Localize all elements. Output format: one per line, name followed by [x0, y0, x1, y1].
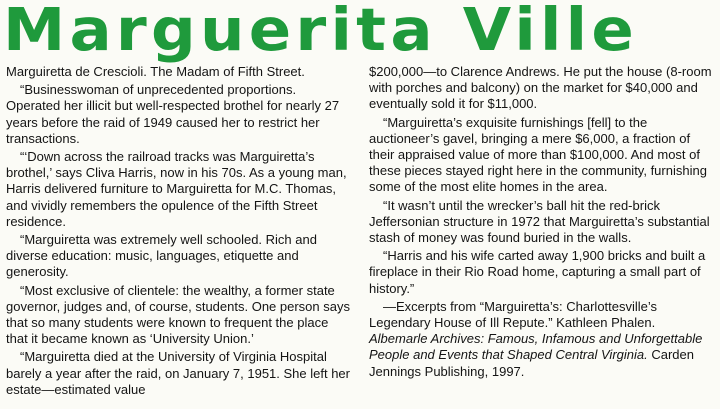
left-column	[6, 64, 352, 398]
paragraph: $200,000—to Clarence Andrews. He put the house (8-room with porches and balcony) on the market for $40,000 and eventually sold it for $11,000.	[369, 64, 712, 112]
citation-source: —Excerpts from “Marguiretta’s: Charlottesville’s Legendary House of Ill Repute.” Kathleen Phalen.	[369, 298, 658, 331]
citation-publisher: Carden Jennings Publishing, 1997.	[369, 347, 694, 379]
paragraph: “Businesswoman of unprecedented proportions. Operated her illicit but well-respected brothel for nearly 27 years before the raid of 1949 caused her to restrict her transactions.	[6, 82, 340, 146]
paragraph: “It wasn’t until the wrecker’s ball hit the red-brick Jeffersonian structure in 1972 that Marguiretta’s substantial stash of money was found buried in the walls.	[369, 197, 710, 246]
paragraph: “Harris and his wife carted away 1,900 bricks and built a fireplace in their Rio Road home, capturing a small part of history.”	[369, 248, 706, 296]
citation	[369, 299, 717, 380]
paragraph: “‘Down across the railroad tracks was Marguiretta’s brothel,’ says Cliva Harris, now in his 70s. As a young man, Harris delivered furniture to Marguiretta for M.C. Thomas, and vividly remembers the opulence of the Fifth Street residence.	[6, 149, 347, 229]
paragraph: “Marguiretta’s exquisite furnishings [fell] to the auctioneer’s gavel, bringing a mere $6,000, a fraction of their appraised value of more than $100,000. And most of these pieces stayed right here in the community, furnishing some of the most elite homes in the area.	[369, 114, 707, 195]
paragraph: “Marguiretta died at the University of Virginia Hospital barely a year after the raid, on January 7, 1951. She left her estate—estimated value	[6, 349, 350, 397]
paragraph: “Most exclusive of clientele: the wealthy, a former state governor, judges and, of course, students. One person says that so many students were known to frequent the place that it became known as ‘University Union.’	[6, 282, 350, 347]
paragraph: Marguiretta de Crescioli. The Madam of Fifth Street.	[6, 64, 305, 79]
right-column	[369, 64, 717, 380]
page-title: Marguerita Ville	[3, 0, 639, 64]
paragraph: “Marguiretta was extremely well schooled. Rich and diverse education: music, languages, etiquette and generosity.	[6, 232, 317, 280]
citation-book-title: Albemarle Archives: Famous, Infamous and Unforgettable People and Events that Shaped Central Virginia.	[369, 331, 703, 363]
